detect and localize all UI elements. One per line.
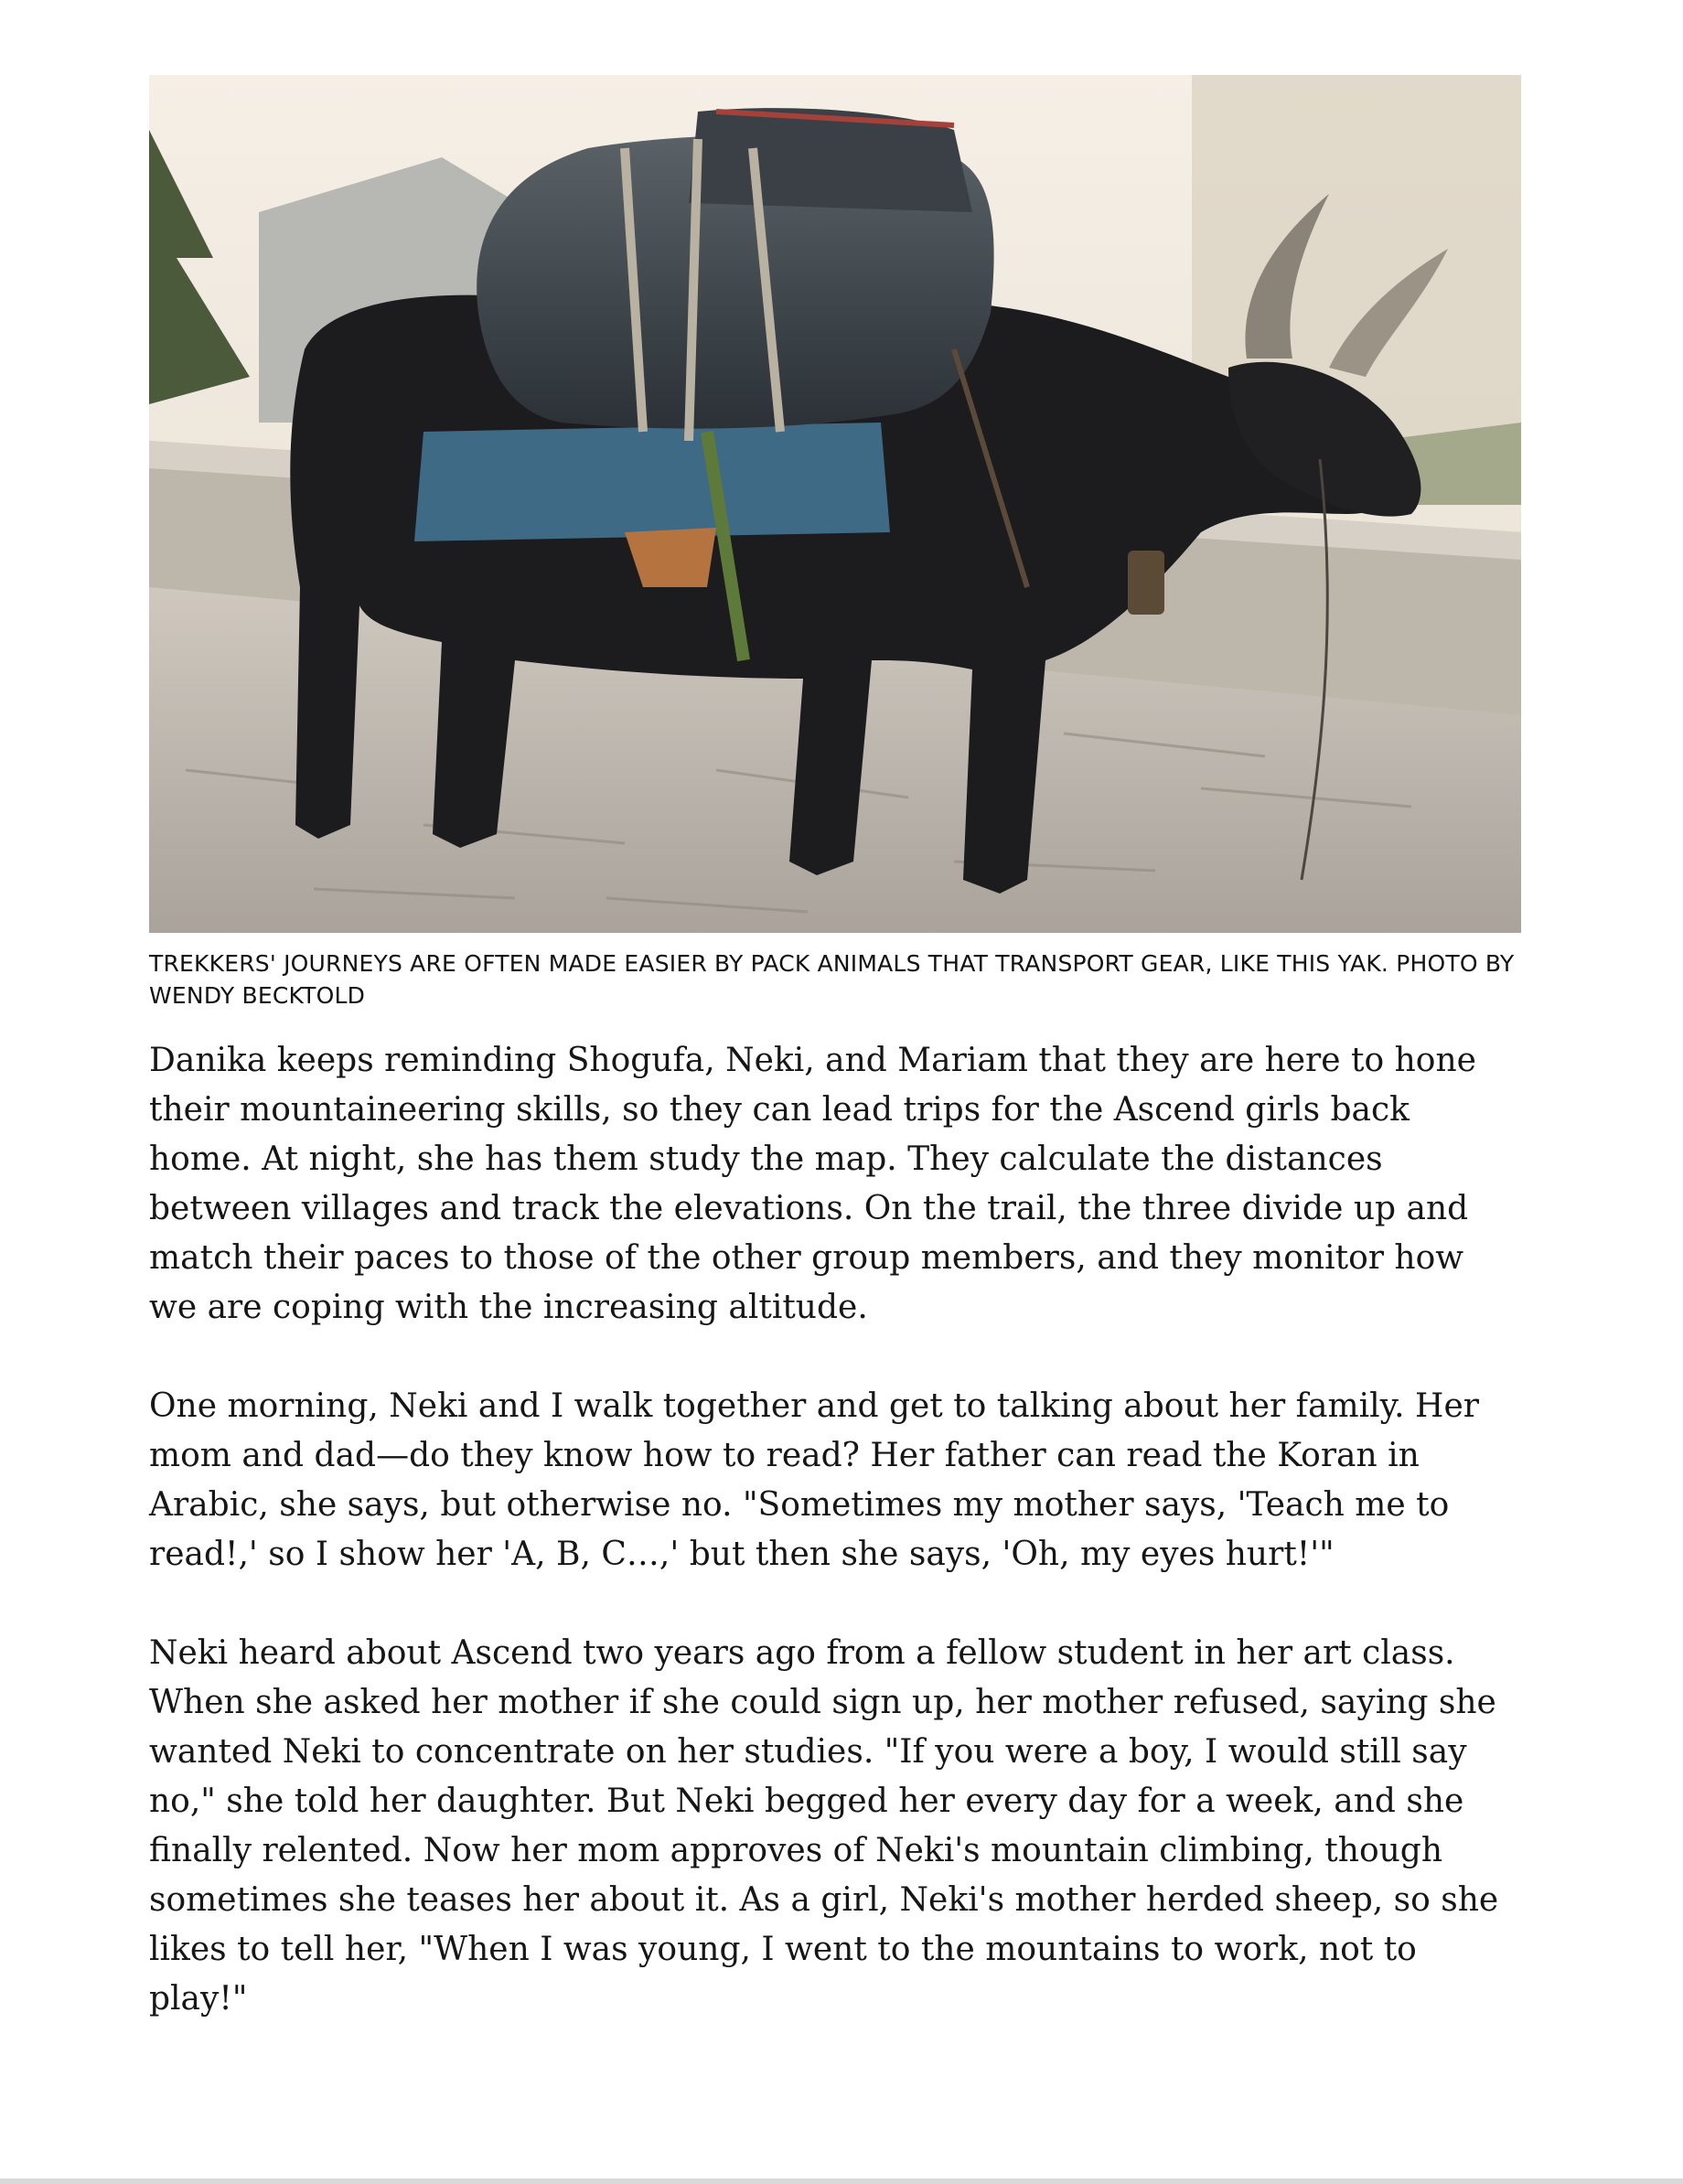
article-paragraph: Danika keeps reminding Shogufa, Neki, and Mariam that they are here to hone their mountaineering skills, so they can lead trips for the Ascend girls back home. At night, she has them study the map. They calculate the distances between villages and track the elevations. On the trail, the three divide up and match their paces to those of the other group members, and they monitor how we are coping with the increasing altitude. xyxy=(149,1042,1476,1326)
article-paragraph: Neki heard about Ascend two years ago from a fellow student in her art class. When she asked her mother if she could sign up, her mother refused, saying she wanted Neki to concentrate on her studies. "If you were a boy, I would still say no," she told her daughter. But Neki begged her every day for a week, and she finally relented. Now her mom approves of Neki's mountain climbing, though sometimes she teases her about it. As a girl, Neki's mother herded sheep, so she likes to tell her, "When I was young, I went to the mountains to work, not to play!" xyxy=(149,1634,1499,2018)
page-bottom-edge xyxy=(0,2179,1683,2184)
photo-caption: TREKKERS' JOURNEYS ARE OFTEN MADE EASIER BY PACK ANIMALS THAT TRANSPORT GEAR, LIKE THIS YAK. PHOTO BY WENDY BECKTOLD xyxy=(149,950,1515,1009)
article-body xyxy=(149,1036,1521,2073)
article-paragraph: One morning, Neki and I walk together and get to talking about her family. Her mom and dad—do they know how to read? Her father can read the Koran in Arabic, she says, but otherwise no. "Sometimes my mother says, 'Teach me to read!,' so I show her 'A, B, C…,' but then she says, 'Oh, my eyes hurt!'" xyxy=(149,1387,1479,1573)
yak-illustration xyxy=(149,75,1521,933)
yak-photo xyxy=(149,75,1521,933)
